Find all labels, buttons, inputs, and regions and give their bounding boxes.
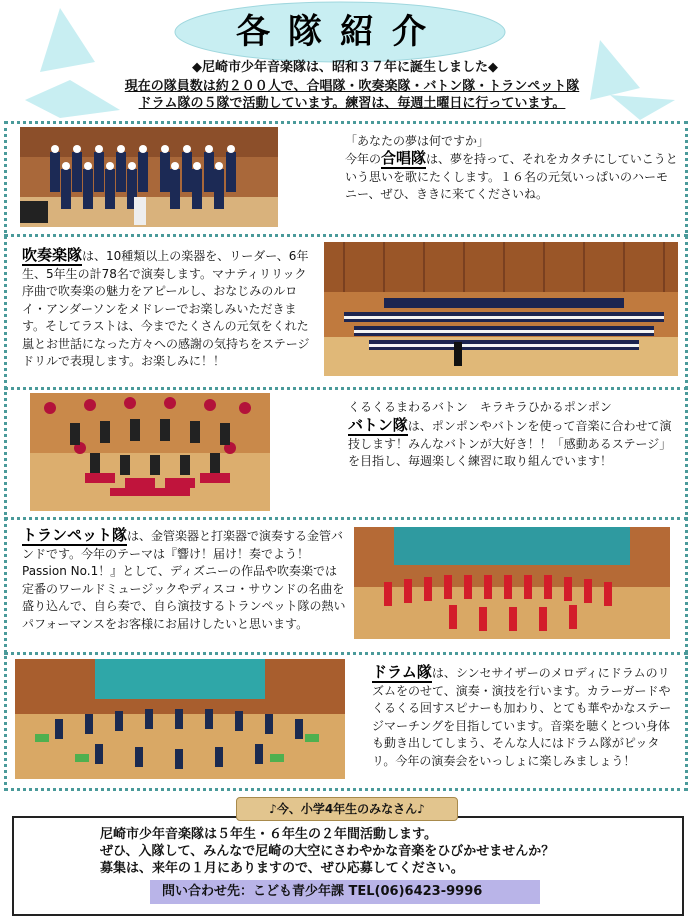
choir-description: は、夢を持って、それをカタチにしていこうという思いを歌にたくします。１６名の元気いっぱいのハーモニー、ぜひ、ききに来てくださいね。 [345, 152, 678, 201]
baton-catchphrase: くるくるまわるバトン キラキラひかるポンポン [348, 400, 612, 414]
section-divider [4, 234, 688, 237]
section-divider [4, 517, 688, 520]
trumpet-name: トランペット隊 [22, 526, 128, 544]
drum-description: は、シンセサイザーのメロディにドラムのリズムをのせて、演奏・演技を行います。カラーガードやくるくる回すスピナーも加わり、とても華やかなステージマーチングを目指しています。音楽を聴くとつい身体も動き出してしまう、そんな人にはドラム隊がピッタリ。今年の演奏会をいっしょに楽しみましょう！ [372, 666, 672, 768]
section-divider [4, 387, 688, 390]
baton-text-block [348, 417, 680, 471]
intro-founded: ◆尼崎市少年音楽隊は、昭和３７年に誕生しました◆ [192, 60, 498, 75]
recruit-line-2: ぜひ、入隊して、みんなで尼崎の大空にさわやかな音楽をひびかせませんか？ [100, 844, 555, 859]
recruit-banner: ♪今、小学4年生のみなさん♪ [236, 797, 458, 821]
wind-text-block [22, 247, 317, 371]
choir-text-block [345, 150, 680, 204]
choir-name: 合唱隊 [381, 149, 427, 167]
page-title: 各隊紹介 [236, 12, 444, 52]
baton-photo [30, 393, 270, 511]
section-divider [4, 652, 688, 655]
recruit-line-1: 尼崎市少年音楽隊は５年生・６年生の２年間活動します。 [100, 827, 437, 842]
recruit-line-3: 募集は、来年の１月にありますので、ぜひ応募してください。 [100, 861, 464, 876]
drum-name: ドラム隊 [372, 663, 432, 681]
baton-description: は、ポンポンやバトンを使って音楽に合わせて演技します！みんなバトンが大好き！！「感動あるステージ」を目指し、毎週楽しく練習に取り組んでいます！ [348, 419, 672, 468]
trumpet-photo [354, 527, 670, 639]
drum-photo [15, 659, 345, 779]
wind-photo [324, 242, 678, 376]
drum-text-block [372, 664, 680, 770]
trumpet-text-block [22, 527, 347, 633]
baton-name: バトン隊 [348, 416, 408, 434]
intro-members: 現在の隊員数は約２００人で、合唱隊・吹奏楽隊・バトン隊・トランペット隊 [124, 79, 580, 94]
contact-info: 問い合わせ先：こども青少年課 TEL(06)6423-9996 [150, 880, 540, 904]
wind-description: は、10種類以上の楽器を、リーダー、6年生、5年生の計78名で演奏します。マナティリリック序曲で吹奏楽の魅力をアピールし、おなじみのルロイ・アンダーソンをメドレーでお楽しみいただきます。そしてラストは、今までたくさんの元気をくれた嵐とお世話になった方々への感謝の気持ちをステージドリルで表現します。お楽しみに！！ [22, 249, 310, 368]
wind-name: 吹奏楽隊 [22, 246, 83, 264]
trumpet-description: は、金管楽器と打楽器で演奏する金管バンドです。今年のテーマは『響け！届け！奏でよう！Passion No.1！』として、ディズニーの作品や吹奏楽では定番のワールドミュージックやディスコ・サウンドの名曲を盛り込んで、自ら奏で、自ら演技するトランペット隊の熱いパフォーマンスをお客様にお届けしたいと思います。 [22, 529, 346, 631]
choir-prefix: 今年の [345, 152, 382, 166]
choir-quote: 「あなたの夢は何ですか」 [345, 134, 490, 148]
intro-practice: ドラム隊の５隊で活動しています。練習は、毎週土曜日に行っています。 [138, 96, 566, 111]
choir-photo [20, 127, 278, 227]
